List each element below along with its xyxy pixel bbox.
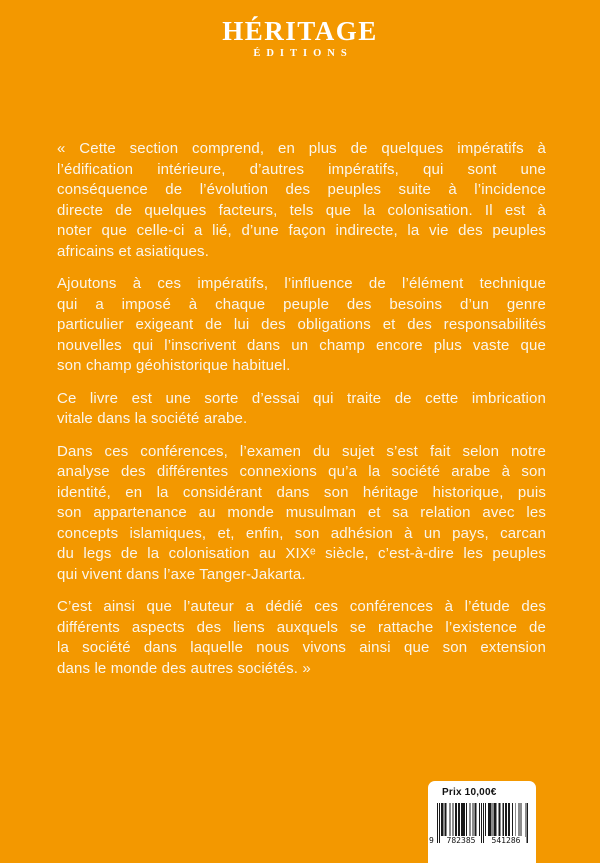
blurb-line: Ce livre est une sorte d’essai qui traite de cette imbrication [57, 389, 546, 407]
barcode-digit-group1: 782385 [441, 837, 481, 845]
blurb-line: qui vivent dans l’axe Tanger-Jakarta. [57, 565, 306, 583]
blurb-line: son appartenance au monde musulman et sa relation avec les [57, 504, 546, 521]
blurb-line: identité, en la considérant dans son héritage historique, puis [57, 483, 546, 501]
blurb-line: C’est ainsi que l’auteur a dédié ces conférences à l’étude des [57, 598, 546, 615]
blurb-line: concepts islamiques, et, enfin, son adhésion à un pays, carcan [57, 524, 546, 542]
blurb-line: particulier exigeant de lui des obligations et des responsabilités [57, 316, 546, 333]
blurb-line: « Cette section comprend, en plus de quelques impératifs à [57, 140, 546, 157]
blurb-line: directe de quelques facteurs, tels que la colonisation. Il est à [57, 201, 546, 219]
blurb-line: dans le monde des autres sociétés. » [57, 659, 311, 677]
publisher-subtitle: ÉDITIONS [253, 48, 353, 60]
blurb-line: son champ géohistorique habituel. [57, 357, 291, 374]
back-cover-blurb [57, 139, 546, 679]
paragraph [57, 597, 546, 679]
publisher-logo [0, 17, 600, 59]
blurb-line: différents aspects des liens auxquels se rattache l’existence de [57, 618, 546, 636]
blurb-line: du legs de la colonisation au XIXᵉ siècle, c’est-à-dire les peuples [57, 545, 546, 562]
publisher-name: HÉRITAGE [222, 16, 378, 46]
blurb-line: Dans ces conférences, l’examen du sujet s’est fait selon notre [57, 442, 546, 460]
paragraph [57, 442, 546, 586]
blurb-line: l’édification intérieure, d’autres impératifs, qui sont une [57, 160, 546, 178]
paragraph [57, 139, 546, 262]
blurb-line: Ajoutons à ces impératifs, l’influence de l’élément technique [57, 275, 546, 292]
blurb-line: nouvelles qui l’inscrivent dans un champ encore plus vaste que [57, 336, 546, 354]
price-label: Prix 10,00€ [442, 787, 497, 798]
paragraph [57, 389, 546, 430]
barcode-panel [428, 781, 536, 863]
ean13-barcode [429, 803, 529, 853]
blurb-line: analyse des différentes connexions qu’a la société arabe à son [57, 463, 546, 480]
blurb-line: africains et asiatiques. [57, 242, 210, 260]
blurb-line: noter que celle-ci a lié, d’une façon indirecte, la vie des peuples [57, 222, 546, 239]
blurb-line: qui a imposé à chaque peuple des besoins d’un genre [57, 295, 546, 313]
barcode-digit-first: 9 [429, 835, 434, 845]
blurb-line: la société dans laquelle nous vivons ainsi que son extension [57, 639, 546, 656]
blurb-line: vitale dans la société arabe. [57, 410, 248, 427]
blurb-line: conséquence de l’évolution des peuples suite à l’incidence [57, 181, 546, 198]
barcode-digit-group2: 541286 [486, 837, 526, 845]
paragraph [57, 274, 546, 377]
